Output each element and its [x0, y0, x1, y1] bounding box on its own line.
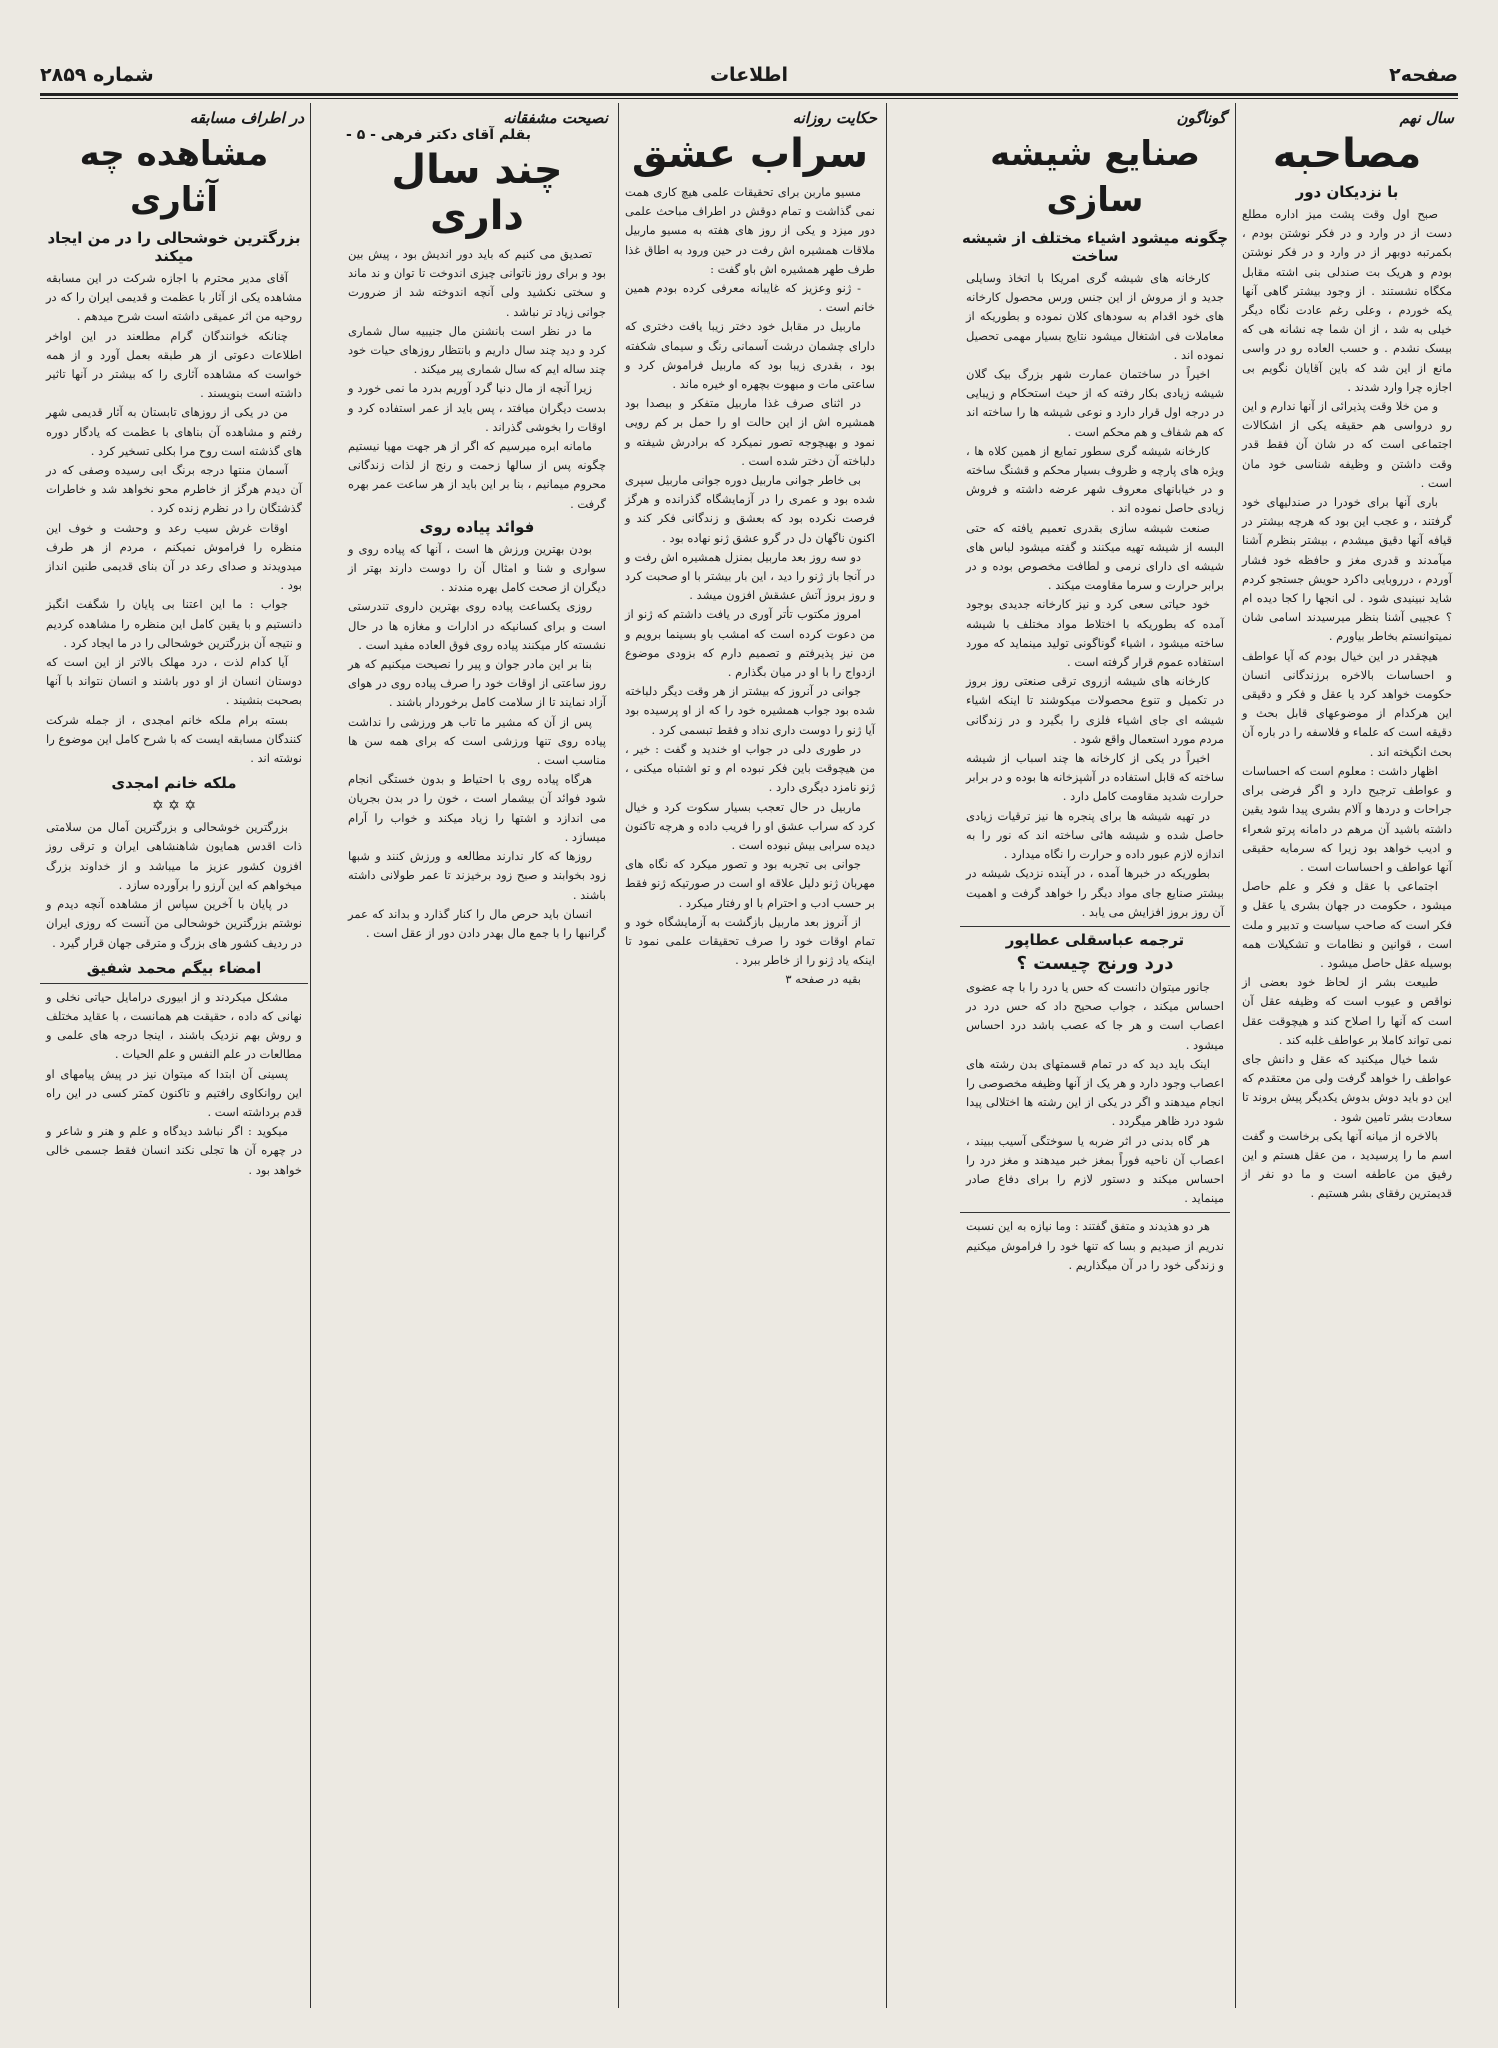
article-body — [960, 269, 1230, 922]
masthead-rule — [40, 93, 1458, 96]
article-body — [960, 978, 1230, 1208]
paragraph: مشکل میکردند و از ابیورى درامایل حیاتی نخلی و نهانی که داده ، حقیقت هم همانست ، با عقاید مختلف و روش بهم نزدیک باشند ، اینجا درجه های علمی و مطالعات در علم النفس و علم الحیات . — [46, 989, 302, 1062]
paragraph: در اثنای صرف غذا ماربیل متفکر و بیصدا بود همشیره اش از این حالت او را حمل بر کم رویی نمود و بهیچوجه تصور نمیکرد که برادرش شیفته و دلباخته آن دختر شده است . — [625, 396, 875, 468]
column-kicker: گوناگون — [1176, 109, 1226, 127]
paragraph: بطوریکه در خبرها آمده ، در آینده نزدیک شیشه در بیشتر صنایع جای مواد دیگر را خواهد گرفت و اهمیت آن روز بروز افزایش می یابد . — [966, 866, 1224, 919]
paragraph: هیچقدر در این خیال بودم که آیا عواطف و احساسات بالاخره برزندگانی انسان حکومت خواهد کرد یا عقل و فکر و دقیقی این هرکدام از موضوعهای قابل بحث و دقیقه است که علماء و فلاسفه را در باره آن بحث انگیخته اند . — [1242, 648, 1452, 759]
section-rule — [960, 926, 1230, 927]
paragraph: اوقات غرش سیب رعد و وحشت و خوف این منظره را فراموش نمیکنم ، مردم از هر طرف میدویدند و صدای رعد در آن بنای قدیمی طنین انداز بود . — [46, 520, 302, 593]
article-title: صنایع شیشه سازی — [990, 134, 1200, 220]
section-heading: فوائد پیاده روی — [419, 517, 535, 536]
paragraph: بزرگترین خوشحالی و بزرگترین آمال من سلامتی ذات اقدس همایون شاهنشاهی ایران و ترقی روز افزون کشور عزیز ما میباشد و از خداوند بزرگ میخواهم که این آرزو را برآورده سازد . — [46, 820, 302, 892]
paragraph: بسته برام ملکه خانم امجدی ، از جمله شرکت کنندگان مسابقه ایست که با شرح کامل این موضوع را نوشته اند . — [46, 712, 302, 766]
column-divider — [1235, 103, 1236, 2008]
article-body — [40, 988, 308, 1180]
paragraph: بالاخره از میانه آنها یکی برخاست و گفت اسم ما را پرسیدید ، من عقل هستم و این رفیق من عاطفه است و ما دو نفر از قدیمترین رفقای بشر هستیم . — [1242, 1128, 1452, 1201]
column-glass-industry — [960, 103, 1230, 2008]
column-kicker: سال نهم — [1399, 109, 1454, 127]
paragraph: کارخانه شیشه گری سطور تمایع از همین کلاه ها ، ویژه های پارچه و ظروف بسیار محکم و قشنگ ساخته و در خیابانهای معروف شهر عرضه داشته و فروش زیادی حاصل نموده اند . — [966, 443, 1224, 516]
paragraph: کارخانه های شیشه ازروی ترقی صنعتی روز بروز در تکمیل و تنوع محصولات میکوشند تا اینکه اشیاء شیشه ای جای اشیاء فلزی را بگیرد و در زندگانی مردم مورد استعمال واقع شود . — [966, 674, 1224, 746]
article-byline: بقلم آقای دکتر فرهی - ۵ - — [346, 127, 531, 143]
paragraph: من در یکی از روزهای تابستان به آثار قدیمی شهر رفتم و مشاهده آن بناهای با عظمت که یادگار دوره های گذشته است روح مرا بکلی تسخیر کرد . — [46, 405, 302, 458]
column-kicker: نصیحت مشفقانه — [503, 109, 608, 127]
paragraph: آیا کدام لذت ، درد مهلک بالاتر از این است که دوستان انسان از او دور باشند و انسان نتواند با آنها بصحبت بنشیند . — [46, 655, 302, 708]
article-title: مصاحبه — [1272, 131, 1422, 177]
masthead-rule-thin — [40, 98, 1458, 99]
column-mirage-of-love — [619, 103, 881, 2008]
article-body — [342, 245, 612, 514]
paper-name: اطلاعات — [709, 64, 789, 86]
paragraph: طبیعت بشر از لحاظ خود بعضی از نواقص و عیوب است که وظیفه عقل آن است که آنها را اصلاح کند و هیچوقت عقل نمی تواند کاملا بر عواطف غلبه کند . — [1242, 975, 1452, 1047]
paragraph: تصدیق می کنیم که باید دور اندیش بود ، پیش بین بود و برای روز ناتوانی چیزی اندوخت تا توان و ند ماند و سختی نکشید ولی آنچه اندوخته شد از ضرورت جوانی زیاد تر نباشد . — [348, 247, 606, 319]
article-body — [619, 183, 881, 990]
article-subtitle: بزرگترین خوشحالی را در من ایجاد میکند — [47, 229, 301, 265]
paragraph: ماربیل در مقابل خود دختر زیبا یافت دختری که دارای چشمان درشت آسمانی رنگ و سیمای شکفته بود ، بقدری زیبا بود که ماربیل فراموش کرد و ساعتی مات و مبهوت بچهره او خیره ماند . — [625, 319, 875, 392]
paragraph: در طوری دلی در جواب او خندید و گفت : خیر ، من هیچوقت باین فکر نبوده ام و تو اشتباه میکنی ، ژنو نامزد دیگری دارد . — [625, 741, 875, 795]
paragraph: میکوید : اگر نباشد دیدگاه و علم و هنر و شاعر و در چهره آن ها تجلی نکند انسان فقط جسمی خالی خواهد بود . — [46, 1124, 302, 1177]
paragraph: ماربیل در حال تعجب بسیار سکوت کرد و خیال کرد که سراب عشق او را فریب داده و هرچه تاکنون دیده سرابی بیش نبوده است . — [625, 799, 875, 852]
article-subtitle: چگونه میشود اشیاء مختلف از شیشه ساخت — [961, 229, 1229, 265]
paragraph: اینک باید دید که در تمام قسمتهای بدن رشته های اعصاب وجود دارد و هر یک از آنها وظیفه مخصوصی را انجام میدهند و اگر در یکی از این رشته ها اختلالی پیدا شود درد ظاهر میگردد . — [966, 1056, 1224, 1129]
article-subtitle: با نزدیکان دور — [1295, 183, 1399, 201]
paragraph: زیرا آنچه از مال دنیا گرد آوریم بدرد ما نمی خورد و بدست دیگران میافتد ، پس باید از عمر استفاده کرد و اوقات را بخوشی گذراند . — [348, 381, 606, 434]
paragraph: اخیراً در ساختمان عمارت شهر بزرگ بیک گلان شیشه زیادی بکار رفته که از حیث استحکام و زیبایی در درجه اول قرار دارد و نوعی شیشه ها را ساخته اند که هم شفاف و هم محکم است . — [966, 367, 1224, 439]
paragraph: باری آنها برای خودرا در صندلیهای خود گرفتند ، و عجب این بود که هرچه بیشتر در قیافه آنها دقیق میشدم ، بیشتر بنظرم آشنا میآمدند و قدری مغز و حافظه خود فشار آوردم ، درروبایی داکرد حویش جستجو کردم شاید نبینیدی شود . لی انجها را کجا دیده ام ؟ عجیبی آشنا بنظر میرسیدند اسامی شان نمیتوانستم بخاطر بیاورم . — [1242, 495, 1452, 644]
paragraph: در پایان با آخرین سپاس از مشاهده آنچه دیدم و نوشتم بزرگترین خوشحالی من آنست که روزی ایران در ردیف کشور های بزرگ و مترقی جهان قرار گیرد . — [46, 897, 302, 950]
paragraph: هر گاه بدنی در اثر ضربه یا سوختگی آسیب ببیند ، اعصاب آن ناحیه فوراً بمغز خبر میدهند و مغز درد را احساس میکند و دستور لازم را برای دفاع صادر مینماید . — [966, 1133, 1224, 1206]
article-body — [40, 818, 308, 952]
paragraph: و من خلا وقت پذیرائی از آنها ندارم و این رو درواسی هم حقیقه یکی از اشکالات اجتماعی است که در شان آن فقط قدر وقت داشتن و وظیفه شناسی خود مان است . — [1242, 399, 1452, 490]
column-interview — [1236, 103, 1458, 2008]
article-title: سراب عشق — [631, 131, 869, 177]
column-kicker: در اطراف مسابقه — [189, 109, 304, 127]
star-divider-icon: ✡ ✡ ✡ — [151, 798, 197, 815]
signature: امضاء بیگم محمد شفیق — [86, 958, 262, 977]
paragraph: از آنروز بعد ماربیل بازگشت به آزمایشگاه خود و تمام اوقات خود را صرف تحقیقات علمی نمود تا اینکه یاد ژنو را از خاطر ببرد . — [625, 914, 875, 968]
page-number: صفحه۲ — [1389, 64, 1458, 86]
paragraph: بنا بر این مادر جوان و پیر را نصیحت میکنیم که هر روز ساعتی از اوقات خود را صرف پیاده روی در هوای آزاد نمایند تا از سلامت کامل برخوردار باشند . — [348, 657, 606, 710]
paragraph: هرگاه پیاده روی با احتیاط و بدون خستگی انجام شود فوائد آن بیشمار است ، خون را در بدن بجریان می اندازد و اشتها را زیاد میکند و خواب را آرام میسازد . — [348, 772, 606, 844]
section-rule — [960, 1212, 1230, 1213]
paragraph: دو سه روز بعد ماربیل بمنزل همشیره اش رفت و در آنجا باز ژنو را دید ، این بار بیشتر با او صحبت کرد و روز بروز آتش عشقش افزون میشد . — [625, 549, 875, 603]
column-contest — [40, 103, 308, 2008]
paragraph: روزی یکساعت پیاده روی بهترین داروی تندرستی است و برای کسانیکه در ادارات و مغازه ها در حال نشسته کار میکنند پیاده روی فوق العاده مفید است . — [348, 599, 606, 652]
column-how-old — [342, 103, 612, 2008]
paragraph: آسمان منتها درجه برنگ ابی رسیده وصفی که در آن دیدم هرگز از خاطرم محو نخواهد شد و خاطرات گذشتگان را در نظرم زنده کرد . — [46, 463, 302, 516]
paragraph: انسان باید حرص مال را کنار گذارد و بداند که عمر گرانبها را با جمع مال بهدر دادن دور از عقل است . — [348, 906, 606, 940]
paragraph: مسیو ماربن برای تحقیقات علمی هیچ کاری همت نمی گذاشت و تمام دوقش در اطراف مباحث علمی دور میزد و یکی از روز های هفته به مسیو ماربیل ملاقات همشیره اش رفت در حین ورود به اطاق غذا طرف طهر همشیره اش باو گفت : — [625, 185, 875, 276]
paragraph: - ژنو وعزیز که غایبانه معرفی کرده بودم همین خانم است . — [625, 281, 875, 315]
paragraph: جوانی بی تجربه بود و تصور میکرد که نگاه های مهربان ژنو دلیل علاقه او است در صورتیکه ژنو فقط بر حسب ادب و احترام با او رفتار میکرد . — [625, 857, 875, 910]
column-divider — [310, 103, 311, 2008]
paragraph: اجتماعی با عقل و فکر و علم حاصل میشود ، حکومت در جهان بشری یا عقل و فکر است که صاحب سیاست و تدبیر و ملت است ، قوانین و نظامات و تشکیلات همه بوسیله عقل حاصل میشود . — [1242, 879, 1452, 970]
footnote — [960, 1217, 1230, 1275]
column-kicker: حکایت روزانه — [792, 109, 877, 127]
paragraph: اظهار داشت : معلوم است که احساسات و عواطف ترجیح دارد و اگر فرضی برای جراحات و دردها و آلام بشری پیدا شود یقین داشته باشید آن مرهم در دامانه پرتو شعراء و ادیب خواهد بود زیرا که سرمایه حقیقی آنها عواطف و احساسات است . — [1242, 763, 1452, 874]
paragraph: در تهیه شیشه ها برای پنجره ها نیز ترقیات زیادی حاصل شده و شیشه هائی ساخته اند که نور را به اندازه لازم عبور داده و حرارت را نگاه میدارد . — [966, 808, 1224, 862]
paragraph: مامانه ابره میرسیم که اگر از هر جهت مهیا نیستیم چگونه پس از سالها زحمت و رنج از لذات زندگانی محروم میمانیم ، بنا بر این باید از هر ساعت عمر بهره گرفت . — [348, 439, 606, 511]
issue-number: شماره ۲۸۵۹ — [40, 64, 154, 86]
translator-credit: ترجمه عباسقلی عطاپور — [1005, 930, 1185, 949]
article-body — [1236, 205, 1458, 1204]
paragraph: اخیراً در یکی از کارخانه ها چند اسباب از شیشه ساخته که قابل استفاده در آشپزخانه ها بوده و در برابر حرارت شدید مقاومت کامل دارد . — [966, 751, 1224, 804]
paragraph: کارخانه های شیشه گری امریکا با اتخاذ وسایلی جدید و از مروش از این جنس ورس محصول کارخانه های خود اقدام به سودهای کلان نموده و بطوریکه از معاملات فی اشتغال میشود نتایج بسیار مهمی تحصیل نموده اند . — [966, 271, 1224, 362]
article-body — [342, 540, 612, 943]
article-title: مشاهده چه آثاری — [79, 134, 269, 220]
paragraph: بی خاطر جوانی ماربیل دوره جوانی ماربیل سپری شده بود و عمری را در آزمایشگاه گذرانده و هرگز فرصت نکرده بود که بعشق و زندگانی فکر کند و اکنون ناگهان دل در گرو عشق ژنو نهاده بود . — [625, 473, 875, 545]
paragraph: صبح اول وقت پشت میز اداره مطلع دست از در وارد و در فکر نوشتن بودم ، بکمرتبه دوبهر از در وارد و در فکر نوشتن بودم و هریک بت صندلی بنی اشته مقابل مکگاه نشستند . از وجود بیشتر گاهی آنها یکه خوردم ، وعلی رغم عادت نگاه دیگر خیلی به شد ، از ان شما چه نشانه هی که بیسک نشدم . و حسب العاده رو در واسی مانع از این شد که باین آقایان نگویم بی اجازه چرا وارد شدند . — [1242, 207, 1452, 394]
paragraph: امروز مکتوب تأتر آوری در یافت داشتم که ژنو از من دعوت کرده است که امشب باو بسینما برویم و من نیز پذیرفتم و تصمیم دارم که بزودی موضوع ازدواج را با او در میان بگذارم . — [625, 607, 875, 680]
paragraph: خود حیاتی سعی کرد و نیز کارخانه جدیدی بوجود آمده که بطوریکه با اختلاط مواد مختلف با شیشه ساخته میشود ، اشیاء گوناگونی تولید مینماید که مورد استفاده عموم قرار گرفته است . — [966, 597, 1224, 670]
paragraph: شما خیال میکنید که عقل و دانش جای عواطف را خواهد گرفت ولی من معتقدم که این دو باید دوش بدوش یکدیگر پیش بروند تا سعادت بشر تامین شود . — [1242, 1051, 1452, 1124]
paragraph: بودن بهترین ورزش ها است ، آنها که پیاده روی و سواری و شنا و امثال آن را دوست دارند بهتر از دیگران از صحت کامل بهره مندند . — [348, 541, 606, 595]
paragraph: جواب : ما این اعتنا بی پایان را شگفت انگیز دانستیم و با یقین کامل این منظره را مشاهده کردیم و نتیجه آن بزرگترین خوشحالی را در ما ایجاد کرد . — [46, 597, 302, 650]
continued-note: بقیه در صفحه ۳ — [785, 972, 861, 987]
paragraph: جوانی در آنروز که بیشتر از هر وقت دیگر دلباخته شده بود جواب همشیره خود را که از او پرسیده بود آیا ژنو را دوست داری نداد و فقط تبسمی کرد . — [625, 684, 875, 737]
paragraph: آقای مدیر محترم با اجازه شرکت در این مسابقه مشاهده یکی از آثار با عظمت و قدیمی ایران را که در روحیه من اثر عمیقی داشته است شرح میدهم . — [46, 271, 302, 324]
masthead — [40, 58, 1458, 92]
paragraph: ما در نظر است بانشنن مال جنیبیه سال شماری کرد و دید چند سال داریم و بانتظار روزهای حیات خود چند ساله ایم که سال شماری پیر میکند . — [348, 323, 606, 377]
article-subtitle: درد ورنج چیست ؟ — [1016, 952, 1174, 974]
paragraph: پسینی آن ابتدا که میتوان نیز در پیش پیامهای او این روانکاوی رافتیم و تاکنون کمتر کسی در این راه قدم برداشته است . — [46, 1066, 302, 1119]
column-divider — [886, 103, 887, 2008]
article-body — [40, 269, 308, 768]
paragraph: پس از آن که مشیر ما تاب هر ورزشی را نداشت پیاده روی تنها ورزشی است که برای همه سن ها مناسب است . — [348, 714, 606, 768]
column-divider — [618, 103, 619, 2008]
paragraph: چنانکه خوانندگان گرام مطلعند در این اواخر اطلاعات دعوتی از هر طبقه بعمل آورد و از همه خواست که مشاهده آثاری را که بیشتر در آنها تاثیر داشته است بنویسند . — [46, 328, 302, 401]
paragraph: صنعت شیشه سازی بقدری تعمیم یافته که حتی البسه از شیشه تهیه میکنند و گفته میشود لباس های شیشه ای دارای نرمی و لطافت مخصوص بوده و در برابر حرارت و سرما مقاومت میکند . — [966, 520, 1224, 593]
paragraph: هر دو هذیدند و متفق گفتند : وما نیازه به این نسبت ندریم از صیدیم و بسا که تنها خود را فراموش میکنیم و زندگی خود را در آن میگذاریم . — [966, 1219, 1224, 1272]
paragraph: روزها که کار ندارند مطالعه و ورزش کنند و شبها زود بخوابند و صبح زود برخیزند تا عمر طولانی داشته باشند . — [348, 849, 606, 902]
article-title: چند سال داری — [391, 147, 563, 239]
paragraph: جانور میتوان دانست که حس یا درد را با چه عضوی احساس میکند ، جواب صحیح داد که حس درد در اعصاب است و هر جا که عصب باشد درد احساس میشود . — [966, 979, 1224, 1052]
signature: ملکه خانم امجدی — [111, 774, 237, 793]
section-rule — [40, 983, 308, 984]
